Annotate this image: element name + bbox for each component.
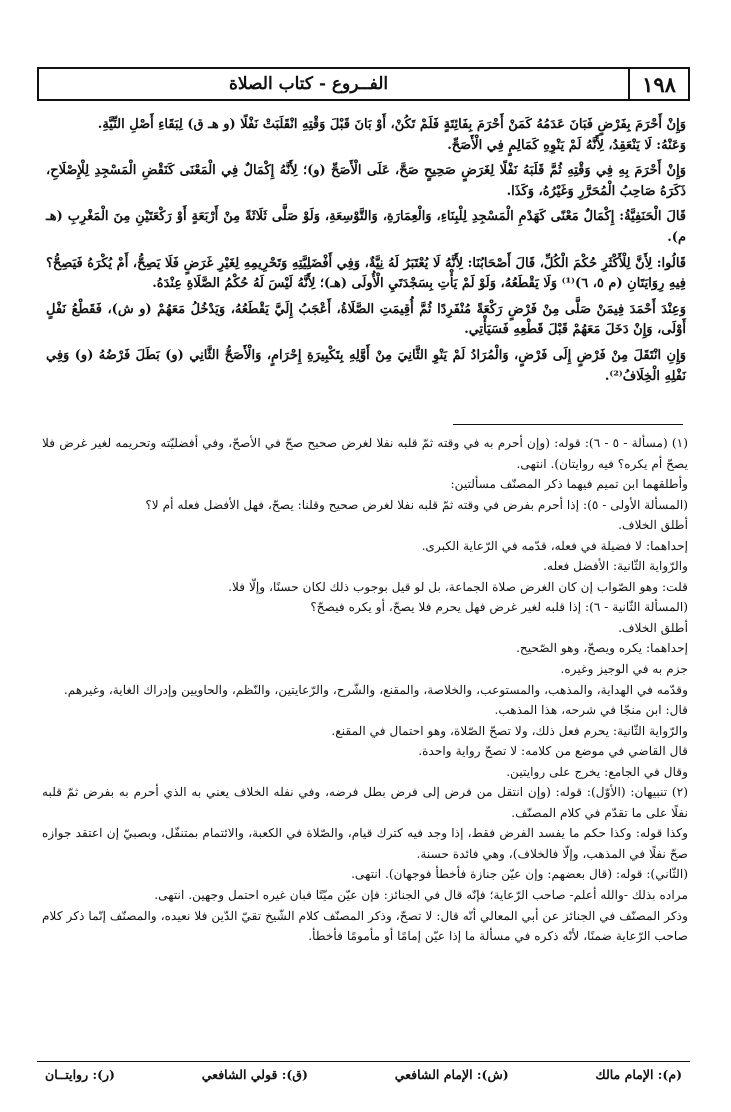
page-number: ١٩٨ (628, 69, 688, 99)
footnote-line: والرّواية الثّانية: يحرم فعل ذلك، ولا تصحّ الصّلاة، وهو احتمال في المقنع. (331, 723, 688, 738)
footnote-line: قال القاضي في موضع من كلامه: لا تصحّ رواية واحدة. (418, 744, 688, 759)
footnote-line: (المسألة الثّانية - ٦): إذا قلبه لغير غرض فهل يحرم فلا يصحّ، أو يكره فيصحّ؟ (310, 600, 688, 615)
footnote-line: قلت: وهو الصّواب إن كان الغرض صلاة الجماعة، بل لو قيل بوجوب ذلك لكان حسنًا، وإلّا فلا. (228, 579, 688, 594)
footnote-line: والرّواية الثّانية: الأفضل فعله. (543, 559, 688, 574)
main-paragraph: قَالُوا: لِأَنَّ لِلْأَكْثَرِ حُكْمَ الْكُلِّ، قَالَ أَصْحَابُنَا: لِأَنَّهُ لَا يُعْتَبَرُ لَهُ نِيَّةٌ، وَفِي أَفْضَلِيَّتِهِ وَتَحْرِيمِهِ لِغَيْرِ غَرَضٍ فَلَا يَصِحُّ، أَمْ يُكْرَهُ فَيَصِحُّ؟ فِيهِ رِوَايَتَانِ (م ٥، ٦)⁽¹⁾ وَلَا يَقْطَعُهُ، وَلَوْ لَمْ يَأْتِ بِسَجْدَتَيِ الْأُولَى (هـ)؛ لِأَنَّهُ لَيْسَ لَهُ حُكْمُ الصَّلَاةِ عِنْدَهُ. (46, 255, 686, 292)
footnote-line: أطلق الخلاف. (618, 518, 688, 533)
main-text (46, 115, 686, 387)
page-title: الفــروع - كتاب الصلاة (229, 74, 389, 94)
abbreviation-legend (37, 1064, 690, 1084)
footnotes (42, 433, 688, 947)
footnote-line: وقدّمه في الهداية، والمذهب، والمستوعب، والخلاصة، والمقنع، والشّرح، والرّعايتين، والنّظم، والحاويين وإدراك الغاية، وغيرهم. (63, 682, 688, 697)
footnote-line: وذكر المصنّف في الجنائز عن أبي المعالي أنّه قال: لا تصحّ، وذكر المصنّف كلام الشّيخ تقيّ الدّين فلا نعيده، والمصنّف إنّما ذكر كلام صاحب الرّعاية ضمنًا، لأنّه ذكره في مسألة ما إذا عيّن إمامًا أو مأمومًا فأخطأ. (42, 908, 688, 944)
footnote-line: جزم به في الوجيز وغيره. (560, 662, 688, 677)
legend-item: (ق): قولي الشافعي (201, 1066, 308, 1082)
footnote-line: (١) (مسألة - ٥ - ٦): قوله: (وإن أحرم به في وقته ثمّ قلبه نفلا لغرض صحيح صحّ في الأصحّ، وفي أفضليّته وتحريمه لغير غرض فلا يصحّ أم يكره؟ فيه روايتان). انتهى. (42, 436, 688, 471)
footnote-line: وقال في الجامع: يخرج على روايتين. (506, 764, 688, 779)
footnote-line: (٢) تنبيهان: (الأوّل): قوله: (وإن انتقل من فرض إلى فرض بطل فرضه، وفي نفله الخلاف يعني به الذي أحرم به بفرض ثمّ قلبه نفلًا على ما تقدّم في كلام المصنّف. (42, 785, 688, 820)
footnote-line: إحداهما: لا فضيلة في فعله، قدّمه في الرّعاية الكبرى. (421, 538, 688, 553)
legend-rule (37, 1061, 690, 1062)
footnote-line: (المسألة الأولى - ٥): إذا أحرم بفرض في وقته ثمّ قلبه نفلا لغرض صحيح وقلنا: يصحّ، فهل الأفضل فعله أم لا؟ (145, 497, 688, 512)
main-paragraph: وَإِنِ انْتَقَلَ مِنْ فَرْضٍ إِلَى فَرْضٍ، وَالْمُرَادُ لَمْ يَنْوِ الثَّانِيَ مِنْ أَوَّلِهِ بِتَكْبِيرَةِ إِحْرَامٍ، وَالْأَصَحُّ الثَّانِي (و) بَطَلَ فَرْضُهُ (و) وَفِي نَفْلِهِ الْخِلَافُ⁽²⁾. (46, 347, 686, 384)
main-paragraph: قَالَ الْحَنَفِيَّةُ: إِكْمَالٌ مَعْنًى كَهَدْمِ الْمَسْجِدِ لِلْبِنَاءِ، وَالْعِمَارَةِ، وَالتَّوْسِعَةِ، وَلَوْ صَلَّى ثَلَاثَةً مِنْ أَرْبَعَةٍ أَوْ رَكْعَتَيْنِ مِنَ الْمَغْرِبِ (هـ م). (46, 209, 686, 245)
main-paragraph: وَإِنْ أَحْرَمَ بِهِ فِي وَقْتِهِ ثُمَّ قَلَبَهُ نَفْلًا لِغَرَضٍ صَحِيحٍ صَحَّ، عَلَى الْأَصَحِّ (و)؛ لِأَنَّهُ إِكْمَالٌ فِي الْمَعْنَى كَنَقْضِ الْمَسْجِدِ لِلْإِصْلَاحِ، ذَكَرَهُ صَاحِبُ الْمُحَرَّرِ وَغَيْرُهُ، وَكَذَا. (46, 163, 686, 199)
main-paragraph: وَعِنْدَ أَحْمَدَ فِيمَنْ صَلَّى مِنْ فَرْضٍ رَكْعَةً مُنْفَرِدًا ثُمَّ أُقِيمَتِ الصَّلَاةُ، أَعْجَبُ إِلَيَّ يَقْطَعُهُ، وَيَدْخُلُ مَعَهُمْ (و ش)، فَقَطْعُ نَفْلٍ أَوْلَى، وَإِنْ دَخَلَ مَعَهُمْ قَبْلَ قَطْعِهِ فَسَيَأْتِي. (46, 301, 686, 338)
footnote-line: أطلق الخلاف. (618, 620, 688, 635)
legend-item: (ش): الإمام الشافعي (394, 1066, 509, 1082)
main-paragraph: وَإِنْ أَحْرَمَ بِفَرْضٍ فَبَانَ عَدَمُهُ كَمَنْ أَحْرَمَ بِفَائِتَةٍ فَلَمْ تَكُنْ، أَوْ بَانَ قَبْلَ وَقْتِهِ انْقَلَبَتْ نَفْلًا (و هـ ق) لِبَقَاءِ أَصْلِ النِّيَّةِ. (97, 117, 686, 132)
main-paragraph: وَعَنْهُ: لَا يَنْعَقِدُ، لِأَنَّهُ لَمْ يَنْوِهِ كَمَالِمٍ فِي الْأَصَحِّ. (447, 137, 686, 153)
legend-item: (م): الإمام مالك (595, 1066, 682, 1082)
footnote-line: مراده بذلك -والله أعلم- صاحب الرّعاية؛ فإنّه قال في الجنائز: فإن عيّن ميّتًا فبان غيره احتمل وجهين. انتهى. (154, 888, 688, 903)
footnote-line: وكذا قوله: وكذا حكم ما يفسد الفرض فقط، إذا وجد فيه كترك قيام، والصّلاة في الكعبة، والائتمام بمتنفّل، وبصبيّ إن اعتقد جوازه صحّ نفلًا في المذهب، وإلّا فالخلاف)، وهي فائدة حسنة. (42, 826, 688, 861)
footnote-line: وأطلقهما ابن تميم فيهما ذكر المصنّف مسألتين: (450, 477, 688, 492)
footnote-line: قال: ابن منجّا في شرحه، هذا المذهب. (494, 703, 688, 718)
footnote-line: إحداهما: يكره ويصحّ، وهو الصّحيح. (516, 641, 688, 656)
page-header (37, 67, 690, 101)
legend-item: (ر): روايتــان (45, 1066, 115, 1082)
footnote-line: (الثّاني): قوله: (قال بعضهم: وإن عيّن جنازة فأخطأ فوجهان). انتهى. (351, 867, 688, 882)
footnote-divider (453, 424, 683, 425)
